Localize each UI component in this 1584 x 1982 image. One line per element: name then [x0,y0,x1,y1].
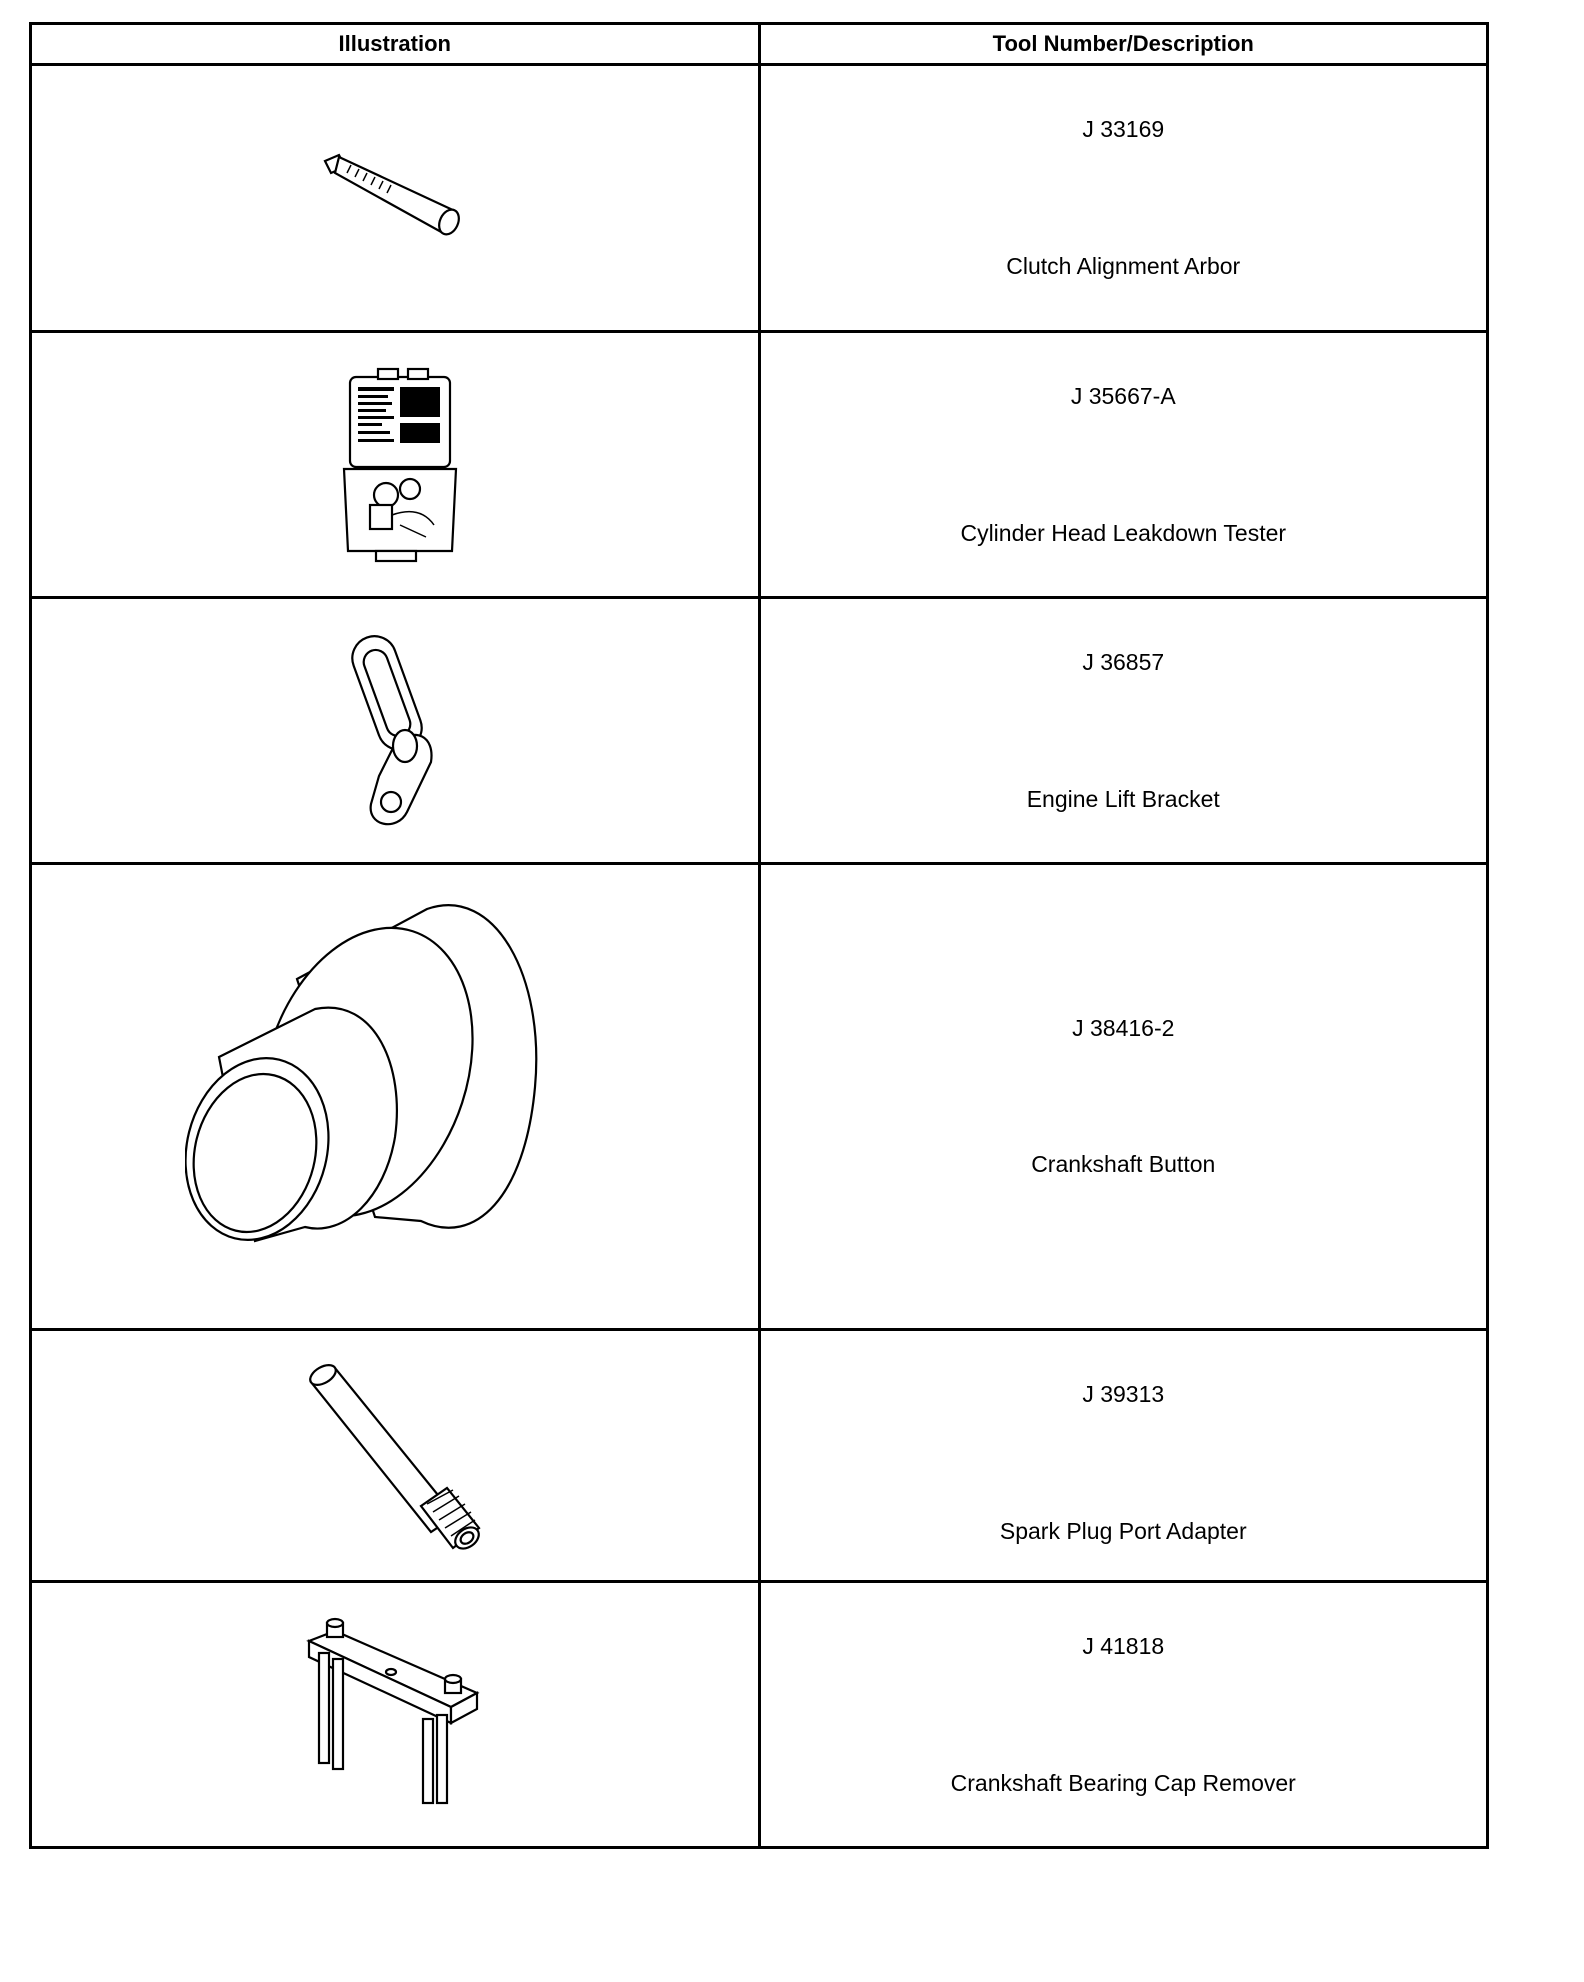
table-row [31,864,1488,1330]
tool-description: Clutch Alignment Arbor [1006,253,1241,279]
bearing-cap-remover-icon [295,1615,495,1815]
tool-description: Spark Plug Port Adapter [999,1518,1247,1544]
tool-number: J 33169 [1082,116,1165,142]
tool-header: Tool Number/Description [759,24,1488,65]
tool-number: J 35667-A [1070,383,1176,409]
illustration-cell [31,332,760,598]
tool-description: Crankshaft Button [1031,1151,1216,1177]
tool-number: J 41818 [1082,1633,1165,1659]
clutch-alignment-arbor-icon [305,143,485,253]
crankshaft-button-icon [185,897,605,1297]
tool-description: Crankshaft Bearing Cap Remover [950,1770,1296,1796]
table-row [31,1582,1488,1848]
table-row [31,1330,1488,1582]
header-row [31,24,1488,65]
illustration-cell [31,1330,760,1582]
tool-cell [759,598,1488,864]
table-row [31,332,1488,598]
tool-cell [759,332,1488,598]
illustration-cell [31,598,760,864]
table-row [31,598,1488,864]
special-tools-table [29,22,1489,1849]
tool-cell [759,1330,1488,1582]
tool-number: J 39313 [1082,1381,1165,1407]
spark-plug-port-adapter-icon [295,1356,495,1556]
leakdown-tester-case-icon [330,365,460,565]
engine-lift-bracket-icon [335,626,455,836]
illustration-cell [31,864,760,1330]
tool-cell [759,864,1488,1330]
illustration-cell [31,1582,760,1848]
tool-number: J 38416-2 [1072,1015,1175,1041]
tool-description: Engine Lift Bracket [1026,786,1220,812]
illustration-header: Illustration [31,24,760,65]
illustration-cell [31,65,760,332]
table-row [31,65,1488,332]
tool-number: J 36857 [1082,649,1165,675]
tool-cell [759,65,1488,332]
tool-cell [759,1582,1488,1848]
tool-description: Cylinder Head Leakdown Tester [960,520,1287,546]
